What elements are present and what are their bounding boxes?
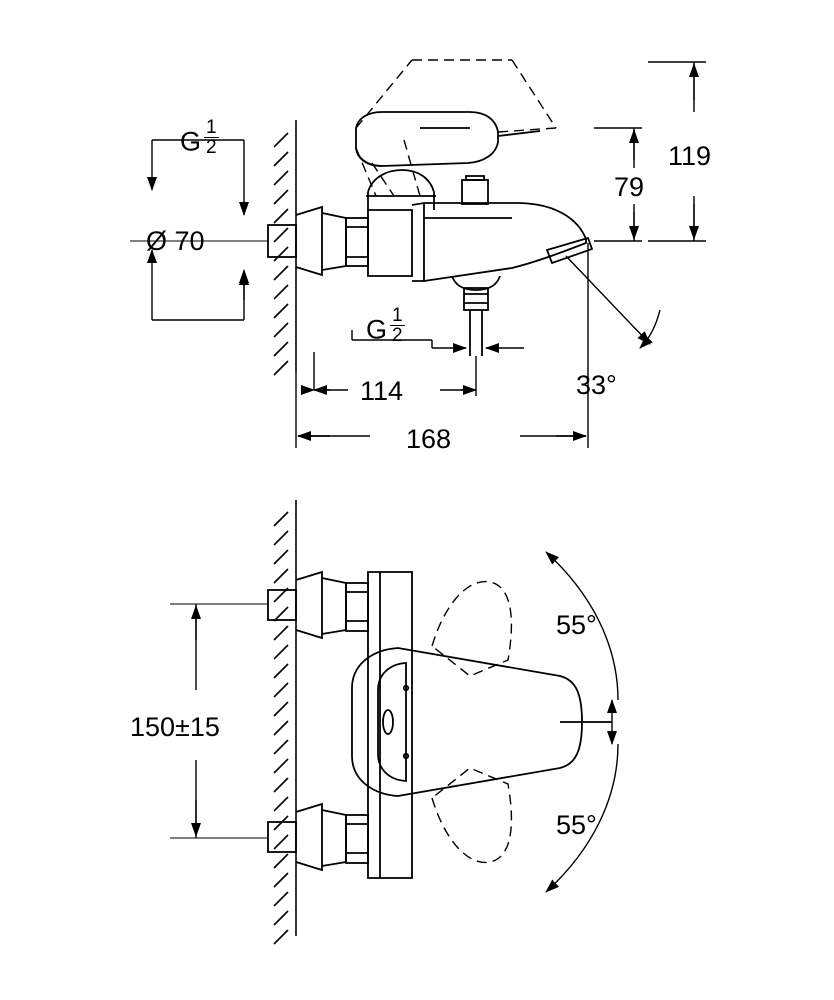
- dim-label-spout-height: 79: [614, 172, 645, 202]
- dim-lever-angle: [566, 256, 660, 348]
- dim-label-lever-angle: 33°: [576, 370, 617, 400]
- dim-label-escutcheon-diameter: Ø 70: [146, 226, 205, 256]
- dim-label-inlet-thread-top: G $\frac{1}{2}$: [180, 117, 217, 159]
- dim-label-swivel-lower: 55°: [556, 810, 597, 840]
- dim-label-inlet-centres: 150±15: [130, 712, 220, 742]
- dim-label-outlet-thread: G $\frac{1}{2}$: [366, 305, 403, 347]
- mixer-side-view: [268, 60, 592, 356]
- dim-label-total-projection: 168: [406, 424, 452, 454]
- dim-swivel-lower: [546, 722, 618, 892]
- wall-hatching-bottom: [274, 500, 296, 944]
- dim-label-swivel-upper: 55°: [556, 610, 597, 640]
- dim-label-overall-height: 119: [668, 141, 712, 171]
- dim-label-spout-projection: 114: [360, 376, 404, 406]
- wall-hatching-top: [274, 120, 296, 375]
- dim-total-projection: [296, 243, 588, 448]
